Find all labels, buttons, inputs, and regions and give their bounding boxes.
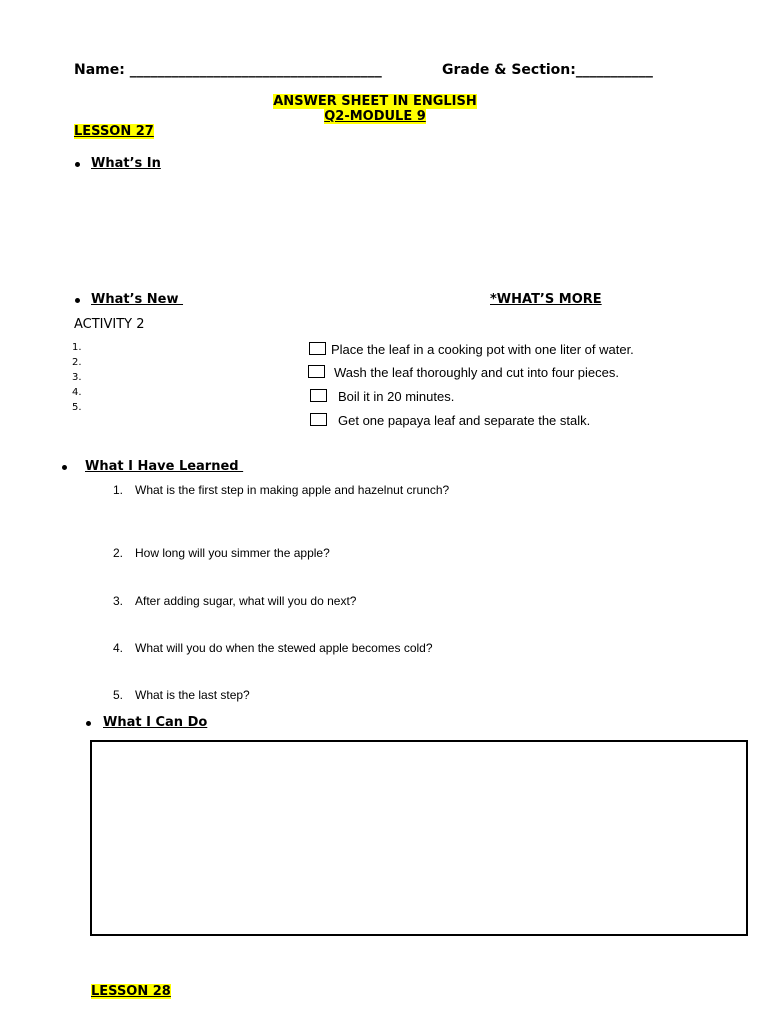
lesson-27-label: LESSON 27: [74, 124, 154, 139]
step-text-3: Boil it in 20 minutes.: [338, 389, 455, 404]
what-i-have-learned-heading: What I Have Learned: [85, 459, 244, 474]
order-checkbox-2[interactable]: [308, 365, 325, 378]
what-i-can-do-answer-box[interactable]: [90, 740, 748, 936]
name-field-label: Name: ____________________________________: [74, 62, 382, 78]
question-3: [113, 594, 357, 608]
question-5: [113, 688, 250, 702]
order-checkbox-1[interactable]: [309, 342, 326, 355]
step-text-4: Get one papaya leaf and separate the stalk.: [338, 413, 591, 428]
grade-section-field-label: Grade & Section:___________: [442, 62, 653, 78]
activity-2-label: ACTIVITY 2: [74, 317, 145, 332]
lesson-28-label: LESSON 28: [91, 984, 171, 999]
question-text: How long will you simmer the apple?: [135, 546, 330, 560]
whats-in-heading: What’s In: [91, 156, 161, 171]
question-number: 2.: [113, 546, 124, 560]
question-number: 3.: [113, 594, 124, 608]
whats-new-heading: What’s New: [91, 292, 184, 307]
bullet-icon: [62, 465, 67, 470]
list-item: 5.: [72, 402, 82, 413]
question-number: 1.: [113, 483, 124, 497]
question-number: 4.: [113, 641, 124, 655]
question-4: [113, 641, 433, 655]
question-2: [113, 546, 330, 560]
list-item: 2.: [72, 357, 82, 368]
question-text: What is the first step in making apple and hazelnut crunch?: [135, 483, 450, 497]
list-item: 1.: [72, 342, 82, 353]
step-text-2: Wash the leaf thoroughly and cut into four pieces.: [334, 365, 619, 380]
list-item: 4.: [72, 387, 82, 398]
order-checkbox-4[interactable]: [310, 413, 327, 426]
list-item: 3.: [72, 372, 82, 383]
title-line-1: ANSWER SHEET IN ENGLISH: [273, 94, 477, 109]
order-checkbox-3[interactable]: [310, 389, 327, 402]
question-text: What will you do when the stewed apple becomes cold?: [135, 641, 433, 655]
question-text: What is the last step?: [135, 688, 250, 702]
what-i-can-do-heading: What I Can Do: [103, 715, 208, 730]
question-number: 5.: [113, 688, 124, 702]
step-text-1: Place the leaf in a cooking pot with one liter of water.: [331, 342, 634, 357]
bullet-icon: [75, 298, 80, 303]
question-1: [113, 483, 450, 497]
title-line-2: Q2-MODULE 9: [324, 109, 426, 124]
bullet-icon: [75, 162, 80, 167]
activity-number-list: [72, 340, 82, 415]
question-text: After adding sugar, what will you do next?: [135, 594, 357, 608]
document-title: [0, 94, 750, 124]
whats-more-heading: *WHAT’S MORE: [490, 292, 602, 307]
bullet-icon: [86, 721, 91, 726]
